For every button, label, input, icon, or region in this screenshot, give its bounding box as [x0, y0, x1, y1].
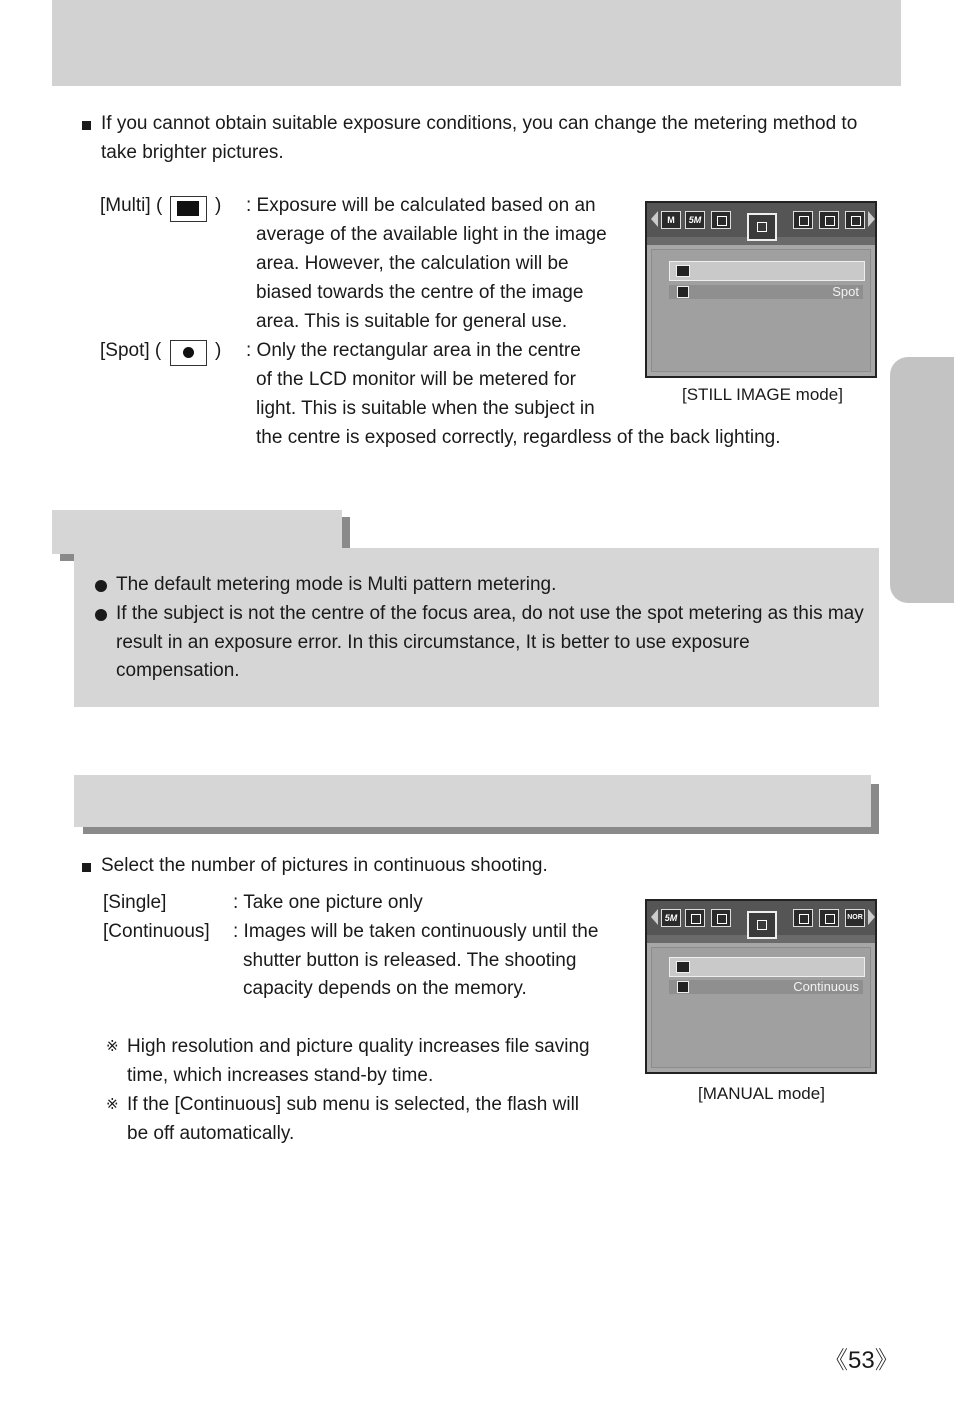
intro-line-1: If you cannot obtain suitable exposure conditions, you can change the metering method to — [101, 113, 858, 134]
screen1-caption: [STILL IMAGE mode] — [682, 385, 843, 404]
note-item-1: The default metering mode is Multi pattern metering. — [116, 574, 557, 595]
continuous-desc-3: capacity depends on the memory. — [243, 978, 527, 999]
note-2-line-1: If the [Continuous] sub menu is selected, the flash will — [127, 1094, 580, 1115]
spot-label-close: ) — [215, 340, 222, 361]
single-desc: : Take one picture only — [233, 892, 423, 913]
lcd-option-continuous: Continuous — [669, 980, 863, 994]
dot-bullet-icon — [95, 609, 107, 621]
page-number: 《53》 — [824, 1347, 899, 1374]
note-1-line-1: High resolution and picture quality increases file saving — [127, 1036, 590, 1057]
spot-desc-3: light. This is suitable when the subject in — [256, 398, 595, 419]
metering-selected-icon — [747, 213, 777, 241]
note-2-line-2: be off automatically. — [127, 1123, 295, 1144]
single-label: [Single] — [103, 892, 167, 913]
continuous-intro: Select the number of pictures in continuous shooting. — [101, 855, 548, 876]
spot-label: [Spot] ( — [100, 340, 162, 361]
section-bar — [74, 775, 871, 827]
reference-mark-icon: ※ — [106, 1038, 119, 1055]
continuous-label: [Continuous] — [103, 921, 210, 942]
wb-icon — [819, 909, 839, 927]
spot-desc-2: of the LCD monitor will be metered for — [256, 369, 576, 390]
lcd-selected-row — [669, 957, 865, 977]
wb-icon — [845, 211, 865, 229]
multi-desc-5: area. This is suitable for general use. — [256, 311, 568, 332]
size-5m-icon: 5M — [661, 909, 681, 927]
spot-metering-icon — [170, 340, 207, 366]
size-5m-icon: 5M — [685, 211, 705, 229]
note-1-line-2: time, which increases stand-by time. — [127, 1065, 434, 1086]
note-item-2-line-1: If the subject is not the centre of the focus area, do not use the spot metering as this may — [116, 603, 864, 624]
spot-option-icon — [677, 286, 689, 298]
multi-desc-3: area. However, the calculation will be — [256, 253, 569, 274]
right-arrow-icon — [868, 909, 875, 925]
square-bullet-icon — [82, 121, 91, 130]
sharpness-icon: NOR — [845, 909, 865, 927]
reference-mark-icon: ※ — [106, 1096, 119, 1113]
drive-icon — [793, 211, 813, 229]
left-arrow-icon — [651, 909, 658, 925]
multi-desc-1: : Exposure will be calculated based on an — [246, 195, 596, 216]
multi-desc-4: biased towards the centre of the image — [256, 282, 584, 303]
metering-row-icon — [676, 265, 690, 277]
multi-desc-2: average of the available light in the image — [256, 224, 607, 245]
spot-desc-4: the centre is exposed correctly, regardless of the back lighting. — [256, 427, 781, 448]
note-item-2-line-3: compensation. — [116, 660, 240, 681]
drive-selected-icon — [747, 911, 777, 939]
metering-icon — [711, 909, 731, 927]
screen2-caption: [MANUAL mode] — [698, 1084, 825, 1103]
drive-row-icon — [676, 961, 690, 973]
mode-m-icon: M — [661, 211, 681, 229]
continuous-desc-1: : Images will be taken continuously until the — [233, 921, 599, 942]
multi-label: [Multi] ( — [100, 195, 163, 216]
intro-line-2: take brighter pictures. — [101, 142, 284, 163]
iso-icon — [793, 909, 813, 927]
note-item-2-line-2: result in an exposure error. In this circumstance, It is better to use exposure — [116, 632, 750, 653]
dot-bullet-icon — [95, 580, 107, 592]
lcd-selected-row — [669, 261, 865, 281]
side-tab — [890, 357, 954, 603]
continuous-desc-2: shutter button is released. The shooting — [243, 950, 577, 971]
lcd-screen-still — [645, 201, 877, 378]
continuous-option-icon — [677, 981, 689, 993]
multi-metering-icon — [170, 196, 207, 222]
lcd-option-spot: Spot — [669, 285, 863, 299]
note-box — [74, 548, 879, 707]
quality-icon — [685, 909, 705, 927]
iso-icon — [819, 211, 839, 229]
spot-desc-1: : Only the rectangular area in the centre — [246, 340, 581, 361]
lcd-screen-manual — [645, 899, 877, 1074]
multi-label-close: ) — [215, 195, 222, 216]
quality-icon — [711, 211, 731, 229]
header-band — [52, 0, 901, 86]
right-arrow-icon — [868, 211, 875, 227]
square-bullet-icon — [82, 863, 91, 872]
left-arrow-icon — [651, 211, 658, 227]
